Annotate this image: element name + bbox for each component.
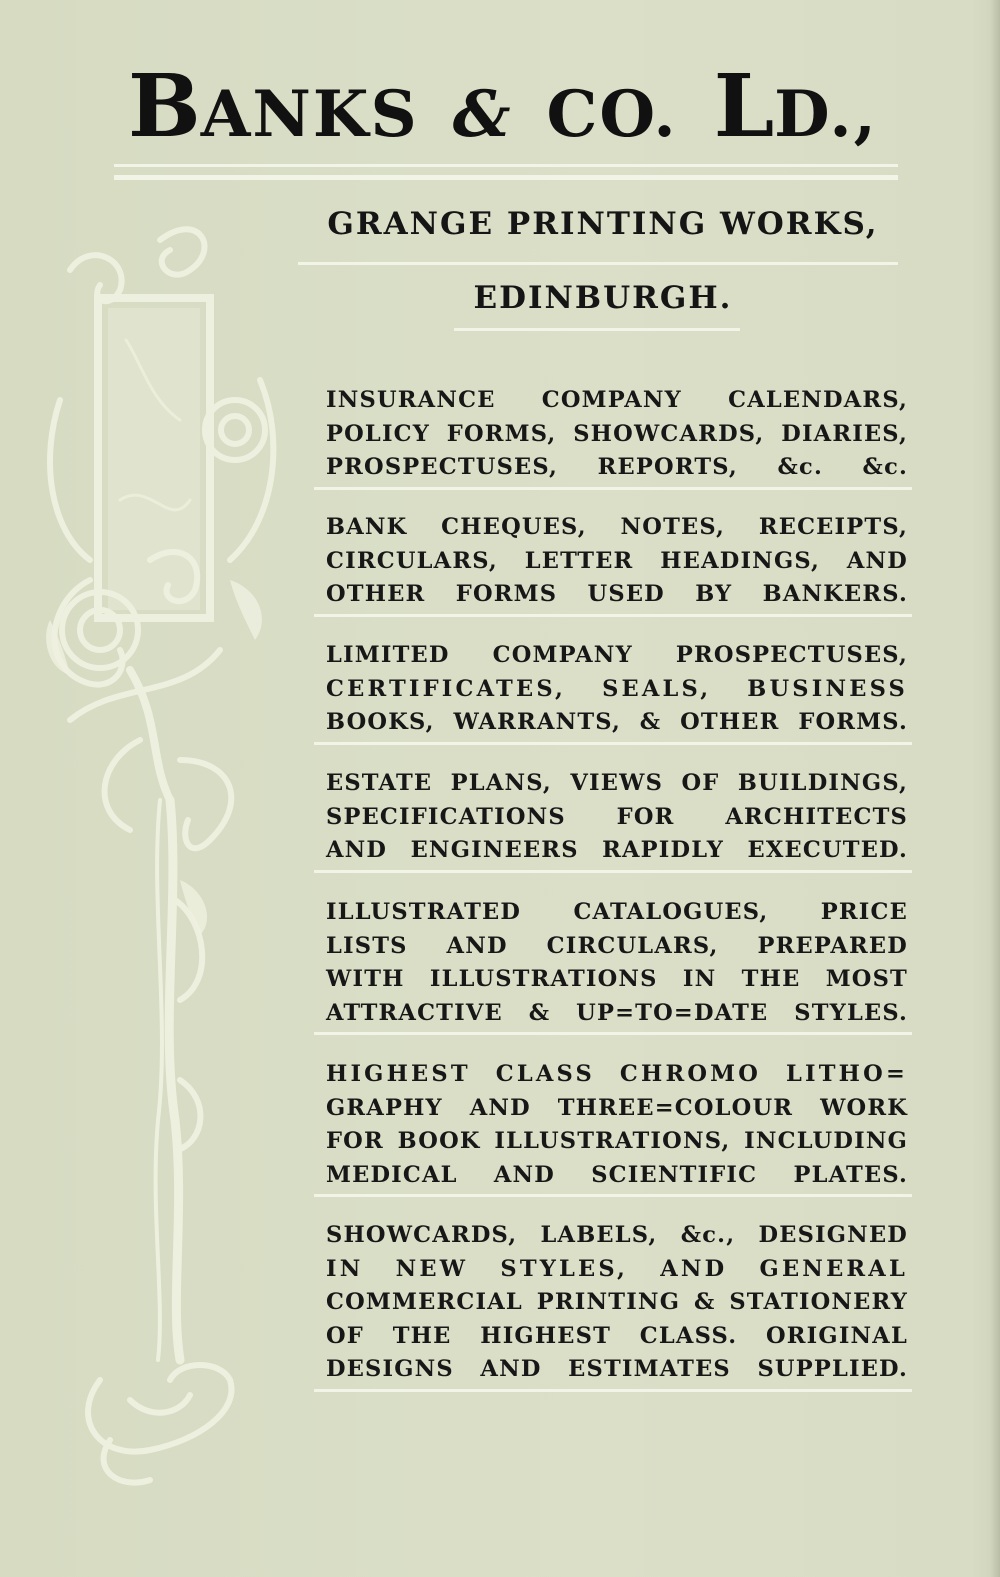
title-initial-l: L <box>713 56 775 157</box>
service-line: ATTRACTIVE & UP=TO=DATE STYLES. <box>326 999 908 1026</box>
art-nouveau-ornament-icon <box>30 200 290 1500</box>
service-line: OF THE HIGHEST CLASS. ORIGINAL <box>326 1322 908 1349</box>
service-line: FOR BOOK ILLUSTRATIONS, INCLUDING <box>326 1128 908 1154</box>
service-line: SHOWCARDS, LABELS, &c., DESIGNED <box>326 1222 908 1248</box>
service-line: CERTIFICATES, SEALS, BUSINESS <box>326 675 908 702</box>
service-line: HIGHEST CLASS CHROMO LITHO= <box>326 1061 908 1087</box>
section-rule <box>314 1194 912 1197</box>
service-line: PROSPECTUSES, REPORTS, &c. &c. <box>326 454 908 480</box>
service-line: LIMITED COMPANY PROSPECTUSES, <box>326 642 908 668</box>
service-line: OTHER FORMS USED BY BANKERS. <box>326 581 908 607</box>
service-section <box>326 1058 908 1192</box>
service-line: ILLUSTRATED CATALOGUES, PRICE <box>326 899 908 925</box>
title-word-banks: ANKS <box>200 77 419 152</box>
title-word-ld: D., <box>774 77 878 152</box>
service-line: COMMERCIAL PRINTING & STATIONERY <box>326 1289 908 1315</box>
section-rule <box>314 614 912 617</box>
section-rule <box>314 870 912 873</box>
service-line: POLICY FORMS, SHOWCARDS, DIARIES, <box>326 420 908 447</box>
service-section <box>326 1219 908 1387</box>
page-edge-shadow <box>990 0 1000 1577</box>
service-line: BOOKS, WARRANTS, & OTHER FORMS. <box>326 709 908 735</box>
service-section <box>326 384 908 485</box>
section-rule <box>314 1389 912 1392</box>
service-line: DESIGNS AND ESTIMATES SUPPLIED. <box>326 1356 908 1382</box>
title-rule-bottom <box>114 175 898 180</box>
service-section <box>326 767 908 868</box>
title-rule-top <box>114 164 898 167</box>
service-line: GRAPHY AND THREE=COLOUR WORK <box>326 1094 908 1121</box>
service-line: IN NEW STYLES, AND GENERAL <box>326 1255 908 1282</box>
service-line: INSURANCE COMPANY CALENDARS, <box>326 387 908 413</box>
service-line: MEDICAL AND SCIENTIFIC PLATES. <box>326 1161 908 1188</box>
service-line: CIRCULARS, LETTER HEADINGS, AND <box>326 547 908 574</box>
title-initial: B <box>128 56 201 157</box>
service-line: WITH ILLUSTRATIONS IN THE MOST <box>326 966 908 992</box>
title-word-co: CO. <box>546 77 678 152</box>
printing-works-heading: GRANGE PRINTING WORKS, <box>327 206 879 242</box>
service-section <box>326 511 908 612</box>
section-rule <box>314 487 912 490</box>
service-section <box>326 639 908 740</box>
service-line: SPECIFICATIONS FOR ARCHITECTS <box>326 803 908 830</box>
title-ampersand: & <box>452 77 513 152</box>
service-line: BANK CHEQUES, NOTES, RECEIPTS, <box>326 514 908 540</box>
city-rule <box>454 328 740 331</box>
section-rule <box>314 1032 912 1035</box>
company-title <box>128 56 918 156</box>
city-heading: EDINBURGH. <box>473 280 733 316</box>
service-section <box>326 896 908 1030</box>
section-rule <box>314 742 912 745</box>
service-line: LISTS AND CIRCULARS, PREPARED <box>326 932 908 959</box>
works-rule <box>298 262 898 265</box>
service-line: ESTATE PLANS, VIEWS OF BUILDINGS, <box>326 770 908 796</box>
service-line: AND ENGINEERS RAPIDLY EXECUTED. <box>326 837 908 863</box>
